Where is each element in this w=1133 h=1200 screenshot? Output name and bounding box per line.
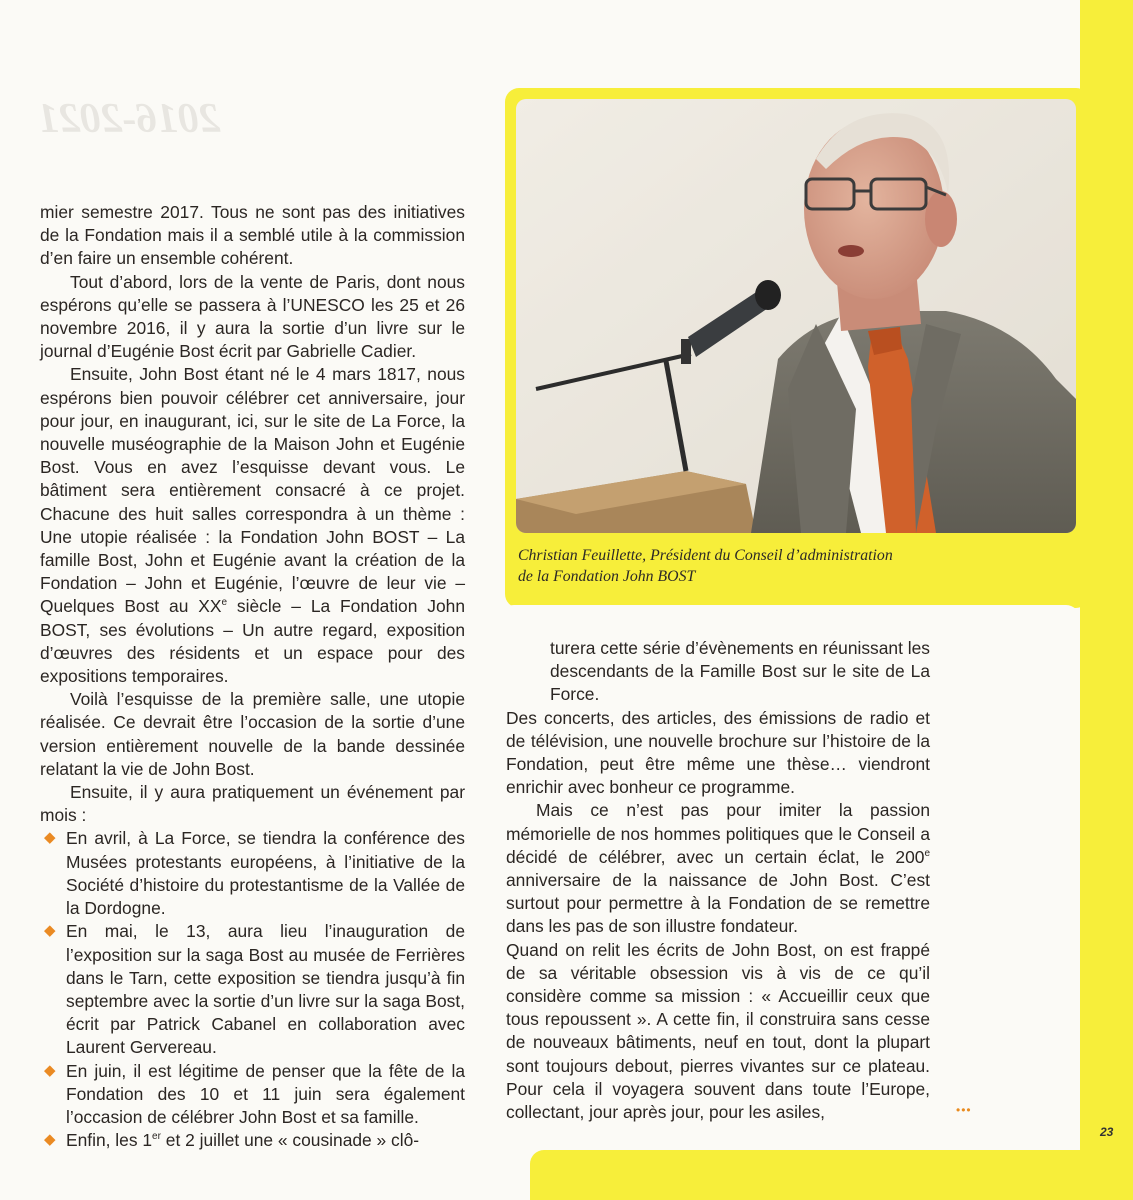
paragraph-text: anniversaire de la naissance de John Bost. C’est surtout pour permettre à la Fondation de se remettre dans les pas de son illustre fondateur. bbox=[506, 870, 930, 937]
list-item-text: et 2 juillet une « cousinade » clô- bbox=[160, 1130, 420, 1151]
superscript: e bbox=[924, 848, 930, 860]
right-column bbox=[506, 637, 930, 1124]
list-item bbox=[40, 827, 465, 920]
list-item-text: En juin, il est légitime de penser que la fête de la Fondation des 10 et 11 juin sera également l’occasion de célébrer John Bost et sa famille. bbox=[66, 1060, 465, 1127]
paragraph: Quand on relit les écrits de John Bost, on est frappé de sa véritable obsession vis à vis de ce qu’il considère comme sa mission : « Accueillir ceux que tous repoussent ». A cette fin, il construira sans cesse de nouveaux bâtiments, neuf en tout, dont la plupart sont toujours debout, pierres vivantes sur ce plateau. Pour cela il voyagera souvent dans toute l’Europe, collectant, jour après jour, pour les asiles, bbox=[506, 939, 930, 1123]
list-item-text: Enfin, les 1 bbox=[66, 1130, 153, 1151]
paragraph: Ensuite, il y aura pratiquement un événement par mois : bbox=[40, 782, 465, 826]
paragraph: Tout d’abord, lors de la vente de Paris, dont nous espérons qu’elle se passera à l’UNESCO les 25 et 26 novembre 2016, il y aura la sortie d’un livre sur le journal d’Eugénie Bost écrit par Gabrielle Cadier. bbox=[40, 271, 465, 362]
paragraph: Des concerts, des articles, des émissions de radio et de télévision, une nouvelle brochure sur l’histoire de la Fondation, peut être même une thèse… viendront enrichir avec bonheur ce programme. bbox=[506, 707, 930, 798]
list-item-text: En avril, à La Force, se tiendra la conférence des Musées protestants européens, à l’initiative de la Société d’histoire du protestantisme de la Vallée de la Dordogne. bbox=[66, 828, 465, 919]
speaker-photo bbox=[516, 99, 1076, 533]
paragraph: mier semestre 2017. Tous ne sont pas des initiatives de la Fondation mais il a semblé utile à la commission d’en faire un ensemble cohérent. bbox=[40, 202, 465, 269]
left-column bbox=[40, 201, 465, 1152]
paragraph: turera cette série d’évènements en réunissant les descendants de la Famille Bost sur le site de La Force. bbox=[550, 638, 930, 705]
caption-line-2: de la Fondation John BOST bbox=[518, 568, 696, 585]
orange-diamond-icon: ◆ bbox=[44, 1061, 56, 1079]
orange-diamond-icon: ◆ bbox=[44, 922, 56, 940]
show-through-text: 2016-2021 bbox=[38, 96, 220, 142]
photo-caption bbox=[518, 545, 978, 587]
paragraph: Voilà l’esquisse de la première salle, une utopie réalisée. Ce devrait être l’occasion de la sortie d’une version entièrement nouvelle de la bande dessinée relatant la vie de John Bost. bbox=[40, 689, 465, 779]
paragraph bbox=[506, 799, 930, 938]
caption-line-1: Christian Feuillette, Président du Conseil d’administration bbox=[518, 547, 893, 564]
paragraph-text: siècle – La Fondation John BOST, ses évolutions – Un autre regard, exposition d’œuvres des résidents et un espace pour des expositions temporaires. bbox=[40, 596, 465, 687]
paragraph bbox=[40, 363, 465, 688]
portrait-illustration bbox=[516, 99, 1076, 533]
list-item bbox=[40, 1060, 465, 1130]
paragraph-text: Ensuite, John Bost étant né le 4 mars 1817, nous espérons bien pouvoir célébrer cet anniversaire, jour pour jour, en inaugurant, ici, sur le site de La Force, la nouvelle muséographie de la Maison John et Eugénie Bost. Vous en avez l’esquisse devant vous. Le bâtiment sera entièrement consacré à ce projet. Chacune des huit salles correspondra à un thème : Une utopie réalisée : la Fondation John BOST – La famille Bost, John et Eugénie avant la création de la Fondation – John et Eugénie, l’œuvre de leur vie – Quelques Bost au XX bbox=[40, 364, 465, 617]
list-item-text: En mai, le 13, aura lieu l’inauguration de l’exposition sur la saga Bost au musée de Ferrières dans le Tarn, cette exposition se tiendra jusqu’à fin septembre avec la sortie d’un livre sur la saga Bost, écrit par Patrick Cabanel en collaboration avec Laurent Gervereau. bbox=[66, 921, 465, 1058]
superscript: er bbox=[152, 1131, 161, 1143]
paragraph-text: Mais ce n’est pas pour imiter la passion mémorielle de nos hommes politiques que le Conseil a décidé de célébrer, avec un certain éclat, le 200 bbox=[506, 800, 930, 867]
orange-diamond-icon: ◆ bbox=[44, 1131, 56, 1149]
orange-diamond-icon: ◆ bbox=[44, 829, 56, 847]
page-number: 23 bbox=[1100, 1125, 1114, 1139]
continue-marker: ••• bbox=[956, 1103, 972, 1117]
yellow-band-bottom bbox=[530, 1150, 1133, 1200]
list-item bbox=[40, 920, 465, 1059]
yellow-band-right bbox=[1080, 0, 1133, 1200]
list-item bbox=[40, 1129, 465, 1152]
superscript: e bbox=[221, 597, 228, 609]
